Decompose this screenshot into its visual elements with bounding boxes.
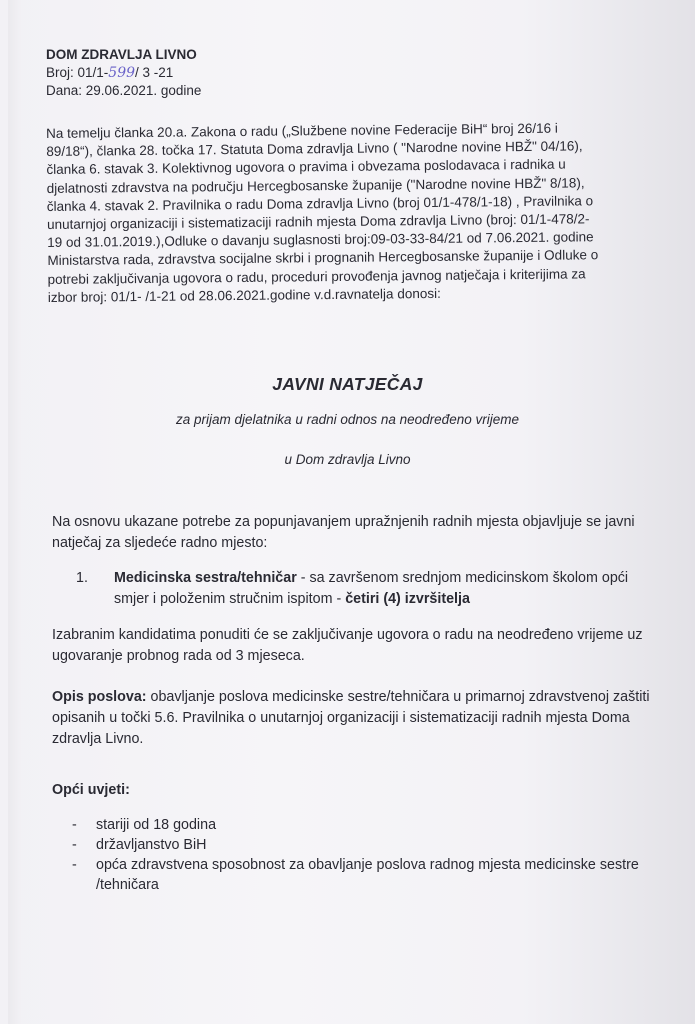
list-number: 1. [76,570,88,586]
intro-line: članka 4. stavak 2. Pravilnika o radu Doma zdravlja Livno (broj 01/1-478/1-18) , Pravilnika o [46,193,594,214]
document-title: JAVNI NATJEČAJ [272,374,423,394]
institution-name: DOM ZDRAVLJA LIVNO [46,47,197,62]
position-list-item [76,568,646,610]
intro-line: unutarnjoj organizaciji i sistematizaciji radnih mjesta Doma zdravlja Livno (broj: 01/1-478/2- [46,211,590,233]
position-description: - sa završenom srednjom medicinskom školom opći smjer i položenim stručnim ispitom - [114,570,629,607]
document-date: Dana: 29.06.2021. godine [46,83,202,98]
condition-item: - stariji od 18 godina [72,817,217,833]
handwritten-number: 599 [108,65,136,81]
intro-line: članka 6. stavak 3. Kolektivnog ugovora o pravima i obvezama poslodavaca i radnika u [46,156,566,178]
duties-paragraph [52,687,657,750]
position-name: Medicinska sestra/tehničar [114,570,297,586]
legal-basis-paragraph [46,119,646,307]
document-subtitle: za prijam djelatnika u radni odnos na neodređeno vrijeme [176,412,519,427]
paper-fold-shadow [8,0,22,1024]
conditions-list [72,815,672,895]
intro-line: Ministarstva rada, zdravstva socijalne skrbi i prognanih Hercegbosanske županije i Odluke o [47,247,599,269]
intro-line: izbor broj: 01/1- /1-21 od 28.06.2021.godine v.d.ravnatelja donosi: [47,285,441,305]
document-number: Broj: 01/1-599/ 3 -21 [46,65,174,81]
announcement-paragraph: Na osnovu ukazane potrebe za popunjavanjem upražnjenih radnih mjesta objavljuje se javni natječaj za sljedeće radno mjesto: [52,514,635,551]
intro-line: 19 od 31.01.2019.),Odluke o davanju suglasnosti broj:09-03-33-84/21 od 7.06.2021. godine [47,229,594,251]
intro-line: potrebi zaključivanja ugovora o radu, proceduri provođenja javnog natječaja i kriterijima za [47,265,586,287]
document-subtitle-location: u Dom zdravlja Livno [284,452,411,467]
contract-paragraph: Izabranim kandidatima ponuditi će se zaključivanje ugovora o radu na neodređeno vrijeme uz ugovaranje probnog rada od 3 mjeseca. [52,627,643,664]
intro-line: Na temelju članka 20.a. Zakona o radu („Službene novine Federacije BiH“ broj 26/16 i [46,120,558,141]
general-conditions-heading: Opći uvjeti: [52,782,130,798]
intro-line: 89/18“), članka 28. točka 17. Statuta Doma zdravlja Livno ( "Narodne novine HBŽ" 04/16), [46,138,583,160]
duties-text: obavljanje poslova medicinske sestre/tehničara u primarnoj zdravstvenoj zaštiti opisanih u točki 5.6. Pravilnika o unutarnjoj organizaciji i sistematizaciji radnih mjesta Doma zdravlja Livno. [52,689,650,747]
intro-line: djelatnosti zdravstva na području Hercegbosanske županije ("Narodne novine HBŽ" 8/18), [46,174,585,196]
condition-item: - državljanstvo BiH [72,837,207,853]
duties-label: Opis poslova: [52,689,147,705]
condition-item: - opća zdravstvena sposobnost za obavljanje poslova radnog mjesta medicinske sestre /tehničara [72,857,639,893]
position-count: četiri (4) izvršitelja [345,591,470,607]
document-header [46,46,201,100]
